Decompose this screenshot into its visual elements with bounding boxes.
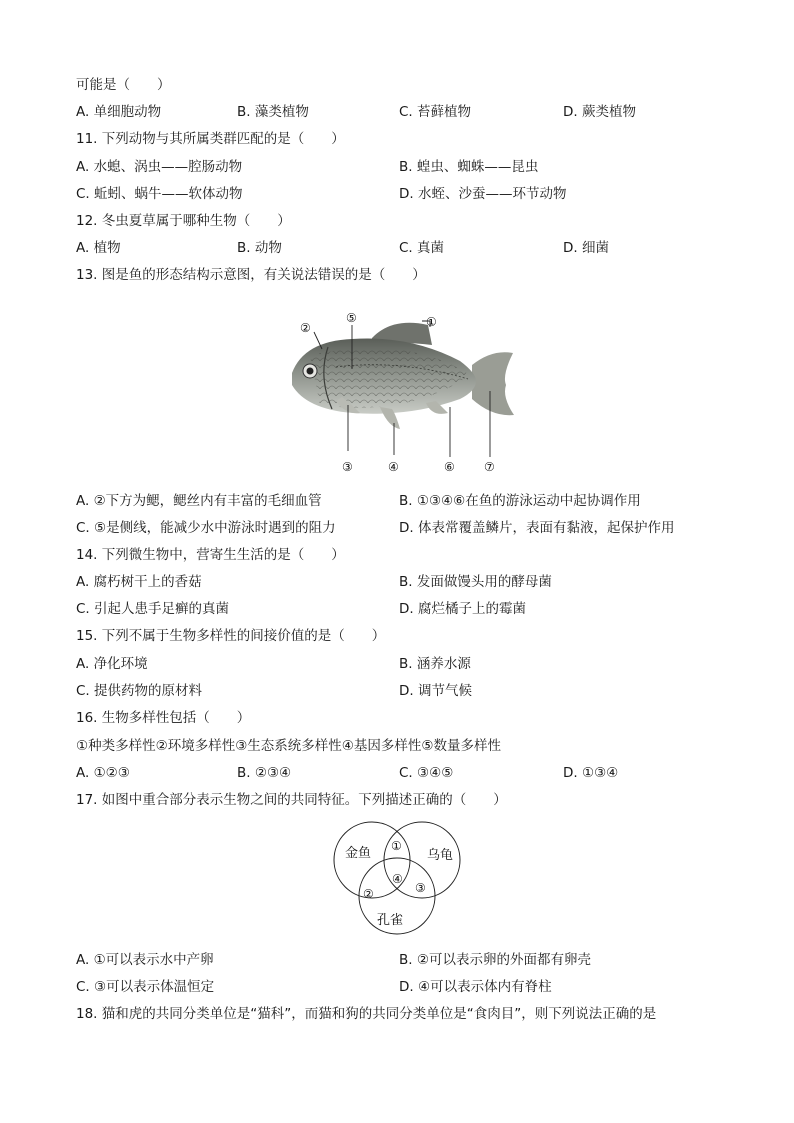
q11-option-c[interactable]: C. 蚯蚓、蜗牛——软体动物 — [76, 186, 243, 202]
q11-option-d[interactable]: D. 水蛭、沙蚕——环节动物 — [399, 186, 567, 202]
q17-option-a[interactable]: A. ①可以表示水中产卵 — [76, 952, 214, 968]
fish-label-2: ② — [300, 321, 311, 335]
q16-option-a[interactable]: A. ①②③ — [76, 765, 130, 781]
q12-option-d[interactable]: D. 细菌 — [563, 240, 609, 256]
question-16-stem: 16. 生物多样性包括（ ） — [76, 710, 251, 726]
q11-option-a[interactable]: A. 水螅、涡虫——腔肠动物 — [76, 159, 243, 175]
q14-option-c[interactable]: C. 引起人患手足癣的真菌 — [76, 601, 230, 617]
venn-label-turtle: 乌龟 — [427, 848, 454, 863]
q10-option-c[interactable]: C. 苔藓植物 — [399, 104, 472, 120]
question-11-stem: 11. 下列动物与其所属类群匹配的是（ ） — [76, 131, 345, 147]
q15-option-b[interactable]: B. 涵养水源 — [399, 656, 471, 672]
question-17-stem: 17. 如图中重合部分表示生物之间的共同特征。下列描述正确的（ ） — [76, 792, 507, 808]
q12-option-b[interactable]: B. 动物 — [237, 240, 282, 256]
fish-diagram — [280, 305, 520, 485]
q13-option-c[interactable]: C. ⑤是侧线，能减少水中游泳时遇到的阻力 — [76, 520, 336, 536]
q12-option-c[interactable]: C. 真菌 — [399, 240, 445, 256]
q15-option-a[interactable]: A. 净化环境 — [76, 656, 148, 672]
q14-option-a[interactable]: A. 腐朽树干上的香菇 — [76, 574, 202, 590]
q16-option-d[interactable]: D. ①③④ — [563, 765, 619, 781]
q15-option-c[interactable]: C. 提供药物的原材料 — [76, 683, 203, 699]
q17-option-c[interactable]: C. ③可以表示体温恒定 — [76, 979, 215, 995]
q13-option-d[interactable]: D. 体表常覆盖鳞片，表面有黏液，起保护作用 — [399, 520, 675, 536]
venn-region-4: ④ — [392, 872, 403, 886]
q17-option-b[interactable]: B. ②可以表示卵的外面都有卵壳 — [399, 952, 591, 968]
q15-option-d[interactable]: D. 调节气候 — [399, 683, 472, 699]
q10-option-b[interactable]: B. 藻类植物 — [237, 104, 309, 120]
venn-diagram — [327, 820, 467, 935]
venn-region-3: ③ — [415, 881, 426, 895]
q14-option-b[interactable]: B. 发面做馒头用的酵母菌 — [399, 574, 552, 590]
fish-label-5: ⑤ — [346, 311, 357, 325]
question-18-stem: 18. 猫和虎的共同分类单位是“猫科”，而猫和狗的共同分类单位是“食肉目”，则下列说法正确的是 — [76, 1006, 657, 1022]
q17-option-d[interactable]: D. ④可以表示体内有脊柱 — [399, 979, 552, 995]
venn-region-1: ① — [391, 839, 402, 853]
fish-label-6: ⑥ — [444, 460, 455, 474]
fish-label-1: ① — [426, 315, 437, 329]
q14-option-d[interactable]: D. 腐烂橘子上的霉菌 — [399, 601, 526, 617]
fish-label-3: ③ — [342, 460, 353, 474]
question-13-stem: 13. 图是鱼的形态结构示意图，有关说法错误的是（ ） — [76, 267, 426, 283]
question-16-items: ①种类多样性②环境多样性③生态系统多样性④基因多样性⑤数量多样性 — [76, 738, 502, 754]
q13-option-b[interactable]: B. ①③④⑥在鱼的游泳运动中起协调作用 — [399, 493, 641, 509]
q11-option-b[interactable]: B. 蝗虫、蜘蛛——昆虫 — [399, 159, 539, 175]
q12-option-a[interactable]: A. 植物 — [76, 240, 121, 256]
fish-label-4: ④ — [388, 460, 399, 474]
venn-label-peacock: 孔雀 — [377, 913, 404, 928]
q16-option-c[interactable]: C. ③④⑤ — [399, 765, 454, 781]
question-12-stem: 12. 冬虫夏草属于哪种生物（ ） — [76, 213, 291, 229]
question-14-stem: 14. 下列微生物中，营寄生生活的是（ ） — [76, 547, 345, 563]
fish-label-7: ⑦ — [484, 460, 495, 474]
q16-option-b[interactable]: B. ②③④ — [237, 765, 292, 781]
q10-option-a[interactable]: A. 单细胞动物 — [76, 104, 162, 120]
venn-label-goldfish: 金鱼 — [345, 846, 372, 861]
q10-option-d[interactable]: D. 蕨类植物 — [563, 104, 636, 120]
q13-option-a[interactable]: A. ②下方为鳃，鳃丝内有丰富的毛细血管 — [76, 493, 322, 509]
question-15-stem: 15. 下列不属于生物多样性的间接价值的是（ ） — [76, 628, 386, 644]
question-10-stem-tail: 可能是（ ） — [76, 77, 171, 93]
venn-region-2: ② — [363, 887, 374, 901]
caudal-fin — [472, 352, 514, 415]
